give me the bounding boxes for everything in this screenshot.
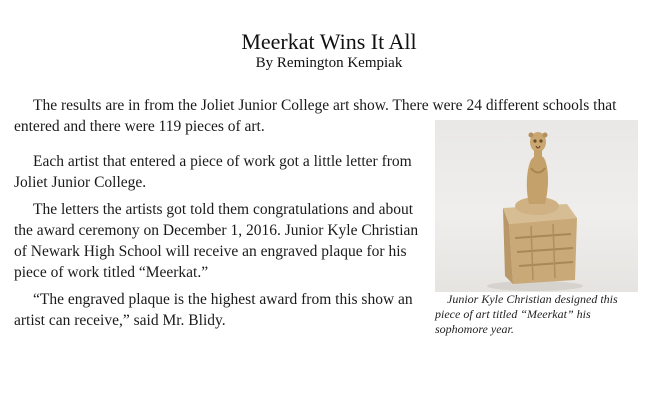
article-paragraph-2: Each artist that entered a piece of work got a little letter from Joliet Junior College. [14, 153, 412, 191]
meerkat-sculpture-illustration [435, 120, 638, 292]
meerkat-body [527, 156, 548, 205]
meerkat-sculpture-photo [435, 120, 638, 292]
photo-caption: Junior Kyle Christian designed this piece of art titled “Meerkat” his sophomore year. [435, 292, 618, 336]
article-byline: By Remington Kempiak [255, 55, 403, 71]
article-paragraph-1: The results are in from the Joliet Junior College art show. There were 24 different schools that entered and there were 119 pieces of art. [14, 97, 617, 135]
meerkat-ear-left [529, 133, 534, 138]
meerkat-eye-left [533, 139, 536, 142]
article-paragraph-4: “The engraved plaque is the highest award from this show an artist can receive,” said Mr. Blidy. [14, 291, 413, 329]
meerkat-neck [534, 150, 542, 158]
article-title: Meerkat Wins It All [241, 29, 417, 54]
article-paragraph-3: The letters the artists got told them congratulations and about the award ceremony on December 1, 2016. Junior Kyle Christian of Newark High School will receive an engraved plaque for his piece of work titled “Meerkat.” [14, 201, 419, 281]
meerkat-eye-right [539, 139, 542, 142]
meerkat-ear-right [543, 133, 548, 138]
